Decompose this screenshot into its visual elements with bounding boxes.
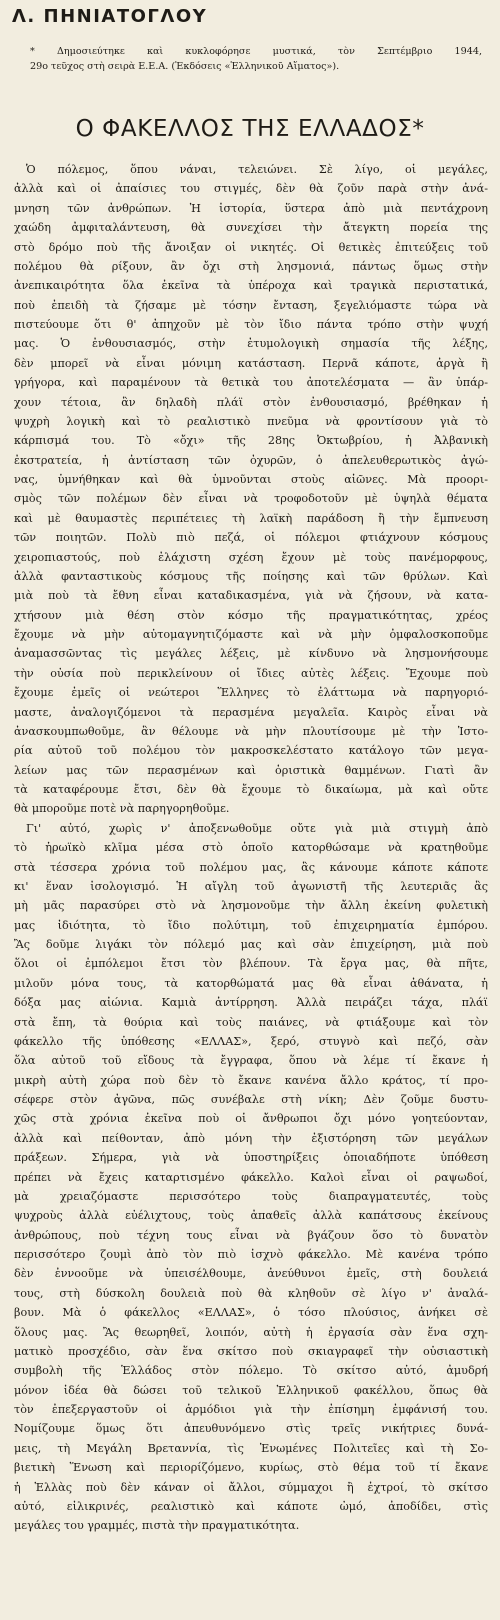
text-line: πολέμου θὰ ρίξουν, ἂν ὄχι στὴ λησμονιά, πάντως ὅμως στὴν [14, 259, 488, 273]
text-line: νας, ὑμνήθηκαν καὶ θὰ ὑμνοῦνται στοὺς αἰῶνες. Μὰ προορι- [14, 473, 488, 486]
text-line: μὴ μᾶς παρασύρει στὸ νὰ λησμονοῦμε τὴν ἄλλη ἐκείνη φυλετικὴ [14, 899, 488, 913]
text-line: χουν τέτοια, ἂν δηλαδὴ πλάϊ στὸν ἐνθουσιασμό, βρέθηκαν ἡ [14, 395, 488, 409]
text-line: περισσότερο ζουμὶ ἀπὸ τὸν πιὸ ἰσχνὸ φάκελλο. Μὲ κανένα τρόπο [14, 1248, 488, 1261]
author-name: Λ. ΠΗΝΙΑΤΟΓΛΟΥ [12, 6, 208, 27]
text-line: μιὰ ποὺ τὰ ἔθνη εἶναι καταδικασμένα, γιὰ νὰ ζήσουν, νὰ κατα- [14, 589, 488, 603]
text-line: στὸ δρόμο ποὺ τῆς ἄνοιξαν οἱ νικητές. Οἱ θετικὲς ἐπιτεύξεις τοῦ [14, 240, 488, 254]
text-line: κι' ἕναν ἰσολογισμό. Ἡ αἴγλη τοῦ ἀγωνιστῆ τῆς λευτεριᾶς ἂς [14, 879, 488, 893]
text-line: ὅλα αὐτοῦ τοῦ εἴδους τὰ ἔγγραφα, ὅπου νὰ λέμε τί ἔκανε ἡ [14, 1054, 488, 1068]
text-line: ὅλους μας. Ἂς θεωρηθεῖ, λοιπόν, αὐτὴ ἡ ἐργασία σὰν ἕνα σχη- [14, 1325, 488, 1339]
text-line: Ὁ πόλεμος, ὅπου νάναι, τελειώνει. Σὲ λίγο, οἱ μεγάλες, [26, 163, 488, 176]
text-line: ἔχουμε ἐμεῖς οἱ νεώτεροι Ἕλληνες τὸ ἐλάττωμα νὰ παρηγοριό- [14, 686, 488, 700]
text-line: ἀλλὰ φανταστικοὺς κόσμους τῆς ποίησης καὶ τῶν θρύλων. Καὶ [14, 569, 488, 583]
text-line: ματικὸ προσχέδιο, σὰν ἕνα σκίτσο ποὺ σκιαγραφεῖ τὴν οὐσιαστικὴ [14, 1344, 488, 1358]
text-line: μεις, τὴ Μεγάλη Βρεταννία, τὶς Ἑνωμένες Πολιτεῖες καὶ τὴ Σο- [14, 1441, 488, 1455]
text-line: ὅλοι οἱ ἐμπόλεμοι ἔτσι τὸν βλέπουν. Τὰ ἔργα μας, θὰ πῆτε, [14, 957, 488, 971]
text-line: σμὸς τῶν πολέμων δὲν εἶναι νὰ τροφοδοτοῦν μὲ ὑψηλὰ θέματα [14, 492, 488, 506]
footnote-line: 29ο τεῦχος στὴ σειρὰ Ε.Ε.Α. (Ἐκδόσεις «Ἑλληνικοῦ Αἵματος»). [30, 61, 340, 72]
text-line: γρήγορα, καὶ παραμένουν τὰ θετικὰ του ἀποτελέσματα — ἂν ὑπάρ- [14, 376, 488, 390]
text-line: ἀνασκουμπωθοῦμε, ἂν θέλουμε νὰ μὴν πλουτίσουμε μὲ τὴν Ἱστο- [14, 724, 488, 738]
text-line: πρέπει νὰ ἔχεις καταρτισμένο φάκελλο. Καλοὶ εἶναι οἱ ραψωδοί, [14, 1170, 488, 1184]
text-line: στὰ ἔπη, τὰ θούρια καὶ τοὺς παιάνες, νὰ φτιάξουμε καὶ τὸν [14, 1015, 488, 1029]
text-line: βιετικὴ Ἕνωση καὶ περιορίζόμενο, κυρίως, στὸ θέμα τοῦ τί ἔκανε [14, 1461, 488, 1475]
text-line: σέφερε στὸν ἀγῶνα, πῶς συνέβαλε στὴ νίκη; Δὲν ζοῦμε δυστυ- [14, 1093, 488, 1106]
text-line: κάρπισμά του. Τὸ «ὄχι» τῆς 28ης Ὀκτωβρίου, ἡ Ἀλβανικὴ [14, 434, 488, 448]
text-line: ἀλλὰ καὶ οἱ ἀπαίσιες του στιγμές, δὲν θὰ ζοῦν παρὰ στὴν ἀνά- [14, 182, 488, 196]
text-line: Γι' αὐτό, χωρὶς ν' ἀποξενωθοῦμε οὔτε γιὰ μιὰ στιγμὴ ἀπὸ [26, 821, 488, 835]
text-line: μιλοῦν μόνα τους, τὰ κατορθώματά μας θὰ εἶναι ἀθάνατα, ἡ [14, 976, 488, 990]
body-text [14, 160, 488, 1536]
paragraph [14, 819, 488, 1536]
text-line: χτήσουν μιὰ θέση στὸν κόσμο τῆς πραγματικότητας, χρέος [14, 608, 488, 622]
text-line: τὰ καταφέρουμε ἔτσι, δὲν θὰ ἔχουμε τὸ δικαίωμα, μὰ καὶ οὔτε [14, 783, 488, 796]
text-line: μνηση τῶν ἀνθρώπων. Ἡ ἱστορία, ὕστερα ἀπὸ μιὰ πεντάχρονη [14, 201, 488, 215]
text-line: ρία αὐτοῦ τοῦ πολέμου τὸν μακροσκελέστατο κατάλογο τῶν μεγα- [14, 744, 488, 758]
text-line: στὰ τέσσερα χρόνια τοῦ πολέμου μας, ἂς κάνουμε κάποτε κάποτε [14, 860, 488, 874]
text-line: χαώδη ἀμφιταλάντευση, θὰ συνεχίσει τὴν ἄτεγκτη πορεία της [14, 221, 488, 235]
text-line: ποὺ ἐπειδὴ τὰ ζήσαμε μὲ τόσην ἔνταση, ξεγελιόμαστε τώρα νὰ [14, 298, 488, 312]
text-line: θὰ μποροῦμε ποτὲ νὰ παρηγορηθοῦμε. [14, 802, 230, 816]
text-line: τὸ ἡρωϊκὸ κλῖμα μέσα στὸ ὁποῖο κατορθώσαμε νὰ κρατηθοῦμε [14, 841, 488, 855]
text-line: χειροπιαστούς, ποὺ ἐλάχιστη σχέση ἔχουν μὲ τοὺς πανέμορφους, [14, 550, 488, 564]
text-line: χῶς στὰ χρόνια ἐκεῖνα ποὺ οἱ ἄνθρωποι ὄχι μόνο γοητεύονταν, [14, 1112, 488, 1126]
text-line: δόξα μας αἰώνια. Καμιὰ ἀντίρρηση. Ἀλλὰ πειράζει τάχα, πλάϊ [14, 996, 488, 1010]
text-line: πράξεων. Σήμερα, γιὰ νὰ ὑποστηρίξεις ὁποιαδήποτε ὑπόθεση [14, 1151, 488, 1165]
text-line: Νομίζουμε ὅμως ὅτι ἀπευθυνόμενο στὶς τρεῖς νικήτριες δυνά- [14, 1422, 488, 1436]
text-line: πιστεύουμε ὅτι θ' ἀπηχοῦν μὲ τὸν ἴδιο πάντα τρόπο στὴν ψυχή [14, 318, 488, 331]
text-line: ἀναμασσῶντας τὶς μεγάλες λέξεις, μὲ κίνδυνο νὰ λησμονήσουμε [14, 647, 488, 661]
footnote [30, 44, 482, 74]
text-line: Ἂς δοῦμε λιγάκι τὸν πόλεμό μας καὶ σὰν ἐπιχείρηση, μιὰ ποὺ [14, 938, 488, 951]
text-line: τὴν οὐσία ποὺ περικλείνουν οἱ ἴδιες αὐτὲς λέξεις. Ἔχουμε ποὺ [14, 666, 488, 680]
chapter-title: Ο ΦΑΚΕΛΛΟΣ ΤΗΣ ΕΛΛΑΔΟΣ* [75, 116, 425, 142]
text-line: τὸν ἐπεξεργαστοῦν οἱ ἁρμόδιοι γιὰ τὴν ἐπίσημη ἐμφάνισή του. [14, 1403, 488, 1416]
text-line: καὶ μὲ θαυμαστὲς περιπέτειες τὴ λαϊκὴ παράδοση ἢ τὴν ἔμπνευση [14, 511, 488, 525]
footnote-line: * Δημοσιεύτηκε καὶ κυκλοφόρησε μυστικά, τὸν Σεπτέμβριο 1944, [30, 46, 482, 57]
text-line: ψυχροὺς ἀλλὰ εὐέλιχτους, τοὺς ἀπαθεῖς ἀλλὰ καπάτσους ἐκείνους [14, 1209, 488, 1223]
text-line: δὲν μπορεῖ νὰ εἶναι μόνιμη κατάσταση. Περνᾶ κάποτε, ἀργὰ ἢ [14, 356, 488, 370]
text-line: μεγάλες του γραμμές, πιστὰ τὴν πραγματικότητα. [14, 1519, 300, 1533]
paragraph [14, 160, 488, 819]
text-line: ἡ Ἑλλὰς ποὺ δὲν κάναν οἱ ἄλλοι, σύμμαχοι ἢ ἐχτροί, τὸ σκίτσο [14, 1480, 488, 1494]
text-line: μικρὴ αὐτὴ χώρα ποὺ δὲν τὸ ἔκανε κανένα ἄλλο κράτος, τί προ- [14, 1073, 488, 1087]
text-line: βουν. Μὰ ὁ φάκελλος «ΕΛΛΑΣ», ὁ τόσο πλούσιος, ἀνήκει σὲ [14, 1306, 488, 1320]
text-line: δὲν ἐννοοῦμε νὰ ὑπεισέλθουμε, ἀνεύθυνοι ἐμεῖς, στὴ δουλειά [14, 1267, 488, 1281]
text-line: μόνον ἰδέα θὰ δώσει τοῦ τελικοῦ Ἑλληνικοῦ φακέλλου, ὅπως θὰ [14, 1383, 488, 1397]
text-line: ἀνθρώπους, ποὺ τέχνη τους εἶναι νὰ βγάζουν ὅσο τὸ δυνατὸν [14, 1228, 488, 1242]
text-line: ἔχουμε νὰ μὴν αὐτομαγνητιζόμαστε καὶ νὰ μὴν ὀμφαλοσκοποῦμε [14, 628, 488, 641]
text-line: μαστε, ἀναλογιζόμενοι τὰ περασμένα μεγαλεῖα. Καιρὸς εἶναι νὰ [14, 705, 488, 719]
text-line: συμβολὴ τῆς Ἑλλάδος στὸν πόλεμο. Τὸ σκίτσο αὐτό, ἀμυδρή [14, 1364, 488, 1378]
text-line: ἀλλὰ καὶ πείθονταν, ἀπὸ μόνη τὴν ἐξιστόρηση τῶν μεγάλων [14, 1131, 488, 1145]
text-line: φάκελλο τῆς ὑπόθεσης «ΕΛΛΑΣ», ξερό, στυγνὸ καὶ πεζό, σὰν [14, 1034, 488, 1048]
text-line: μὰ χρειαζόμαστε περισσότερο τοὺς διαπραγματευτές, τοὺς [14, 1189, 488, 1203]
text-line: ψυχρὴ λογικὴ καὶ τὸ ρεαλιστικὸ πνεῦμα νὰ φροντίσουν γιὰ τὸ [14, 414, 488, 428]
text-line: μας. Ὁ ἐνθουσιασμός, στὴν ἐτυμολογικὴ σημασία τῆς λέξης, [14, 337, 488, 351]
text-line: αὐτό, εἰλικρινές, ρεαλιστικὸ καὶ κάποτε ὠμό, ἀποδίδει, στὶς [14, 1499, 488, 1513]
text-line: ἐκστρατεία, ἡ ἀντίσταση τῶν ὀχυρῶν, ὁ ἀπελευθερωτικὸς ἀγώ- [14, 453, 488, 467]
text-line: τῶν ποιητῶν. Πολὺ πιὸ πεζά, οἱ πόλεμοι φτιάχνουν κόσμους [14, 531, 488, 545]
text-line: τους, στὴ δύσκολη δουλειὰ ποὺ θὰ κληθοῦν σὲ λίγο ν' ἀναλά- [14, 1286, 488, 1300]
text-line: μας ἰδιότητα, τὸ ἴδιο πολύτιμη, τοῦ ἐπιχειρηματία ἐμπόρου. [14, 918, 488, 932]
text-line: ἀνεπικαιρότητα ὅλα ἐκεῖνα τὰ ὑπέροχα καὶ τραγικὰ περιστατικά, [14, 279, 488, 293]
text-line: λείων μας τῶν περασμένων καὶ ὁριστικὰ θαμμένων. Γιατὶ ἂν [14, 763, 488, 777]
